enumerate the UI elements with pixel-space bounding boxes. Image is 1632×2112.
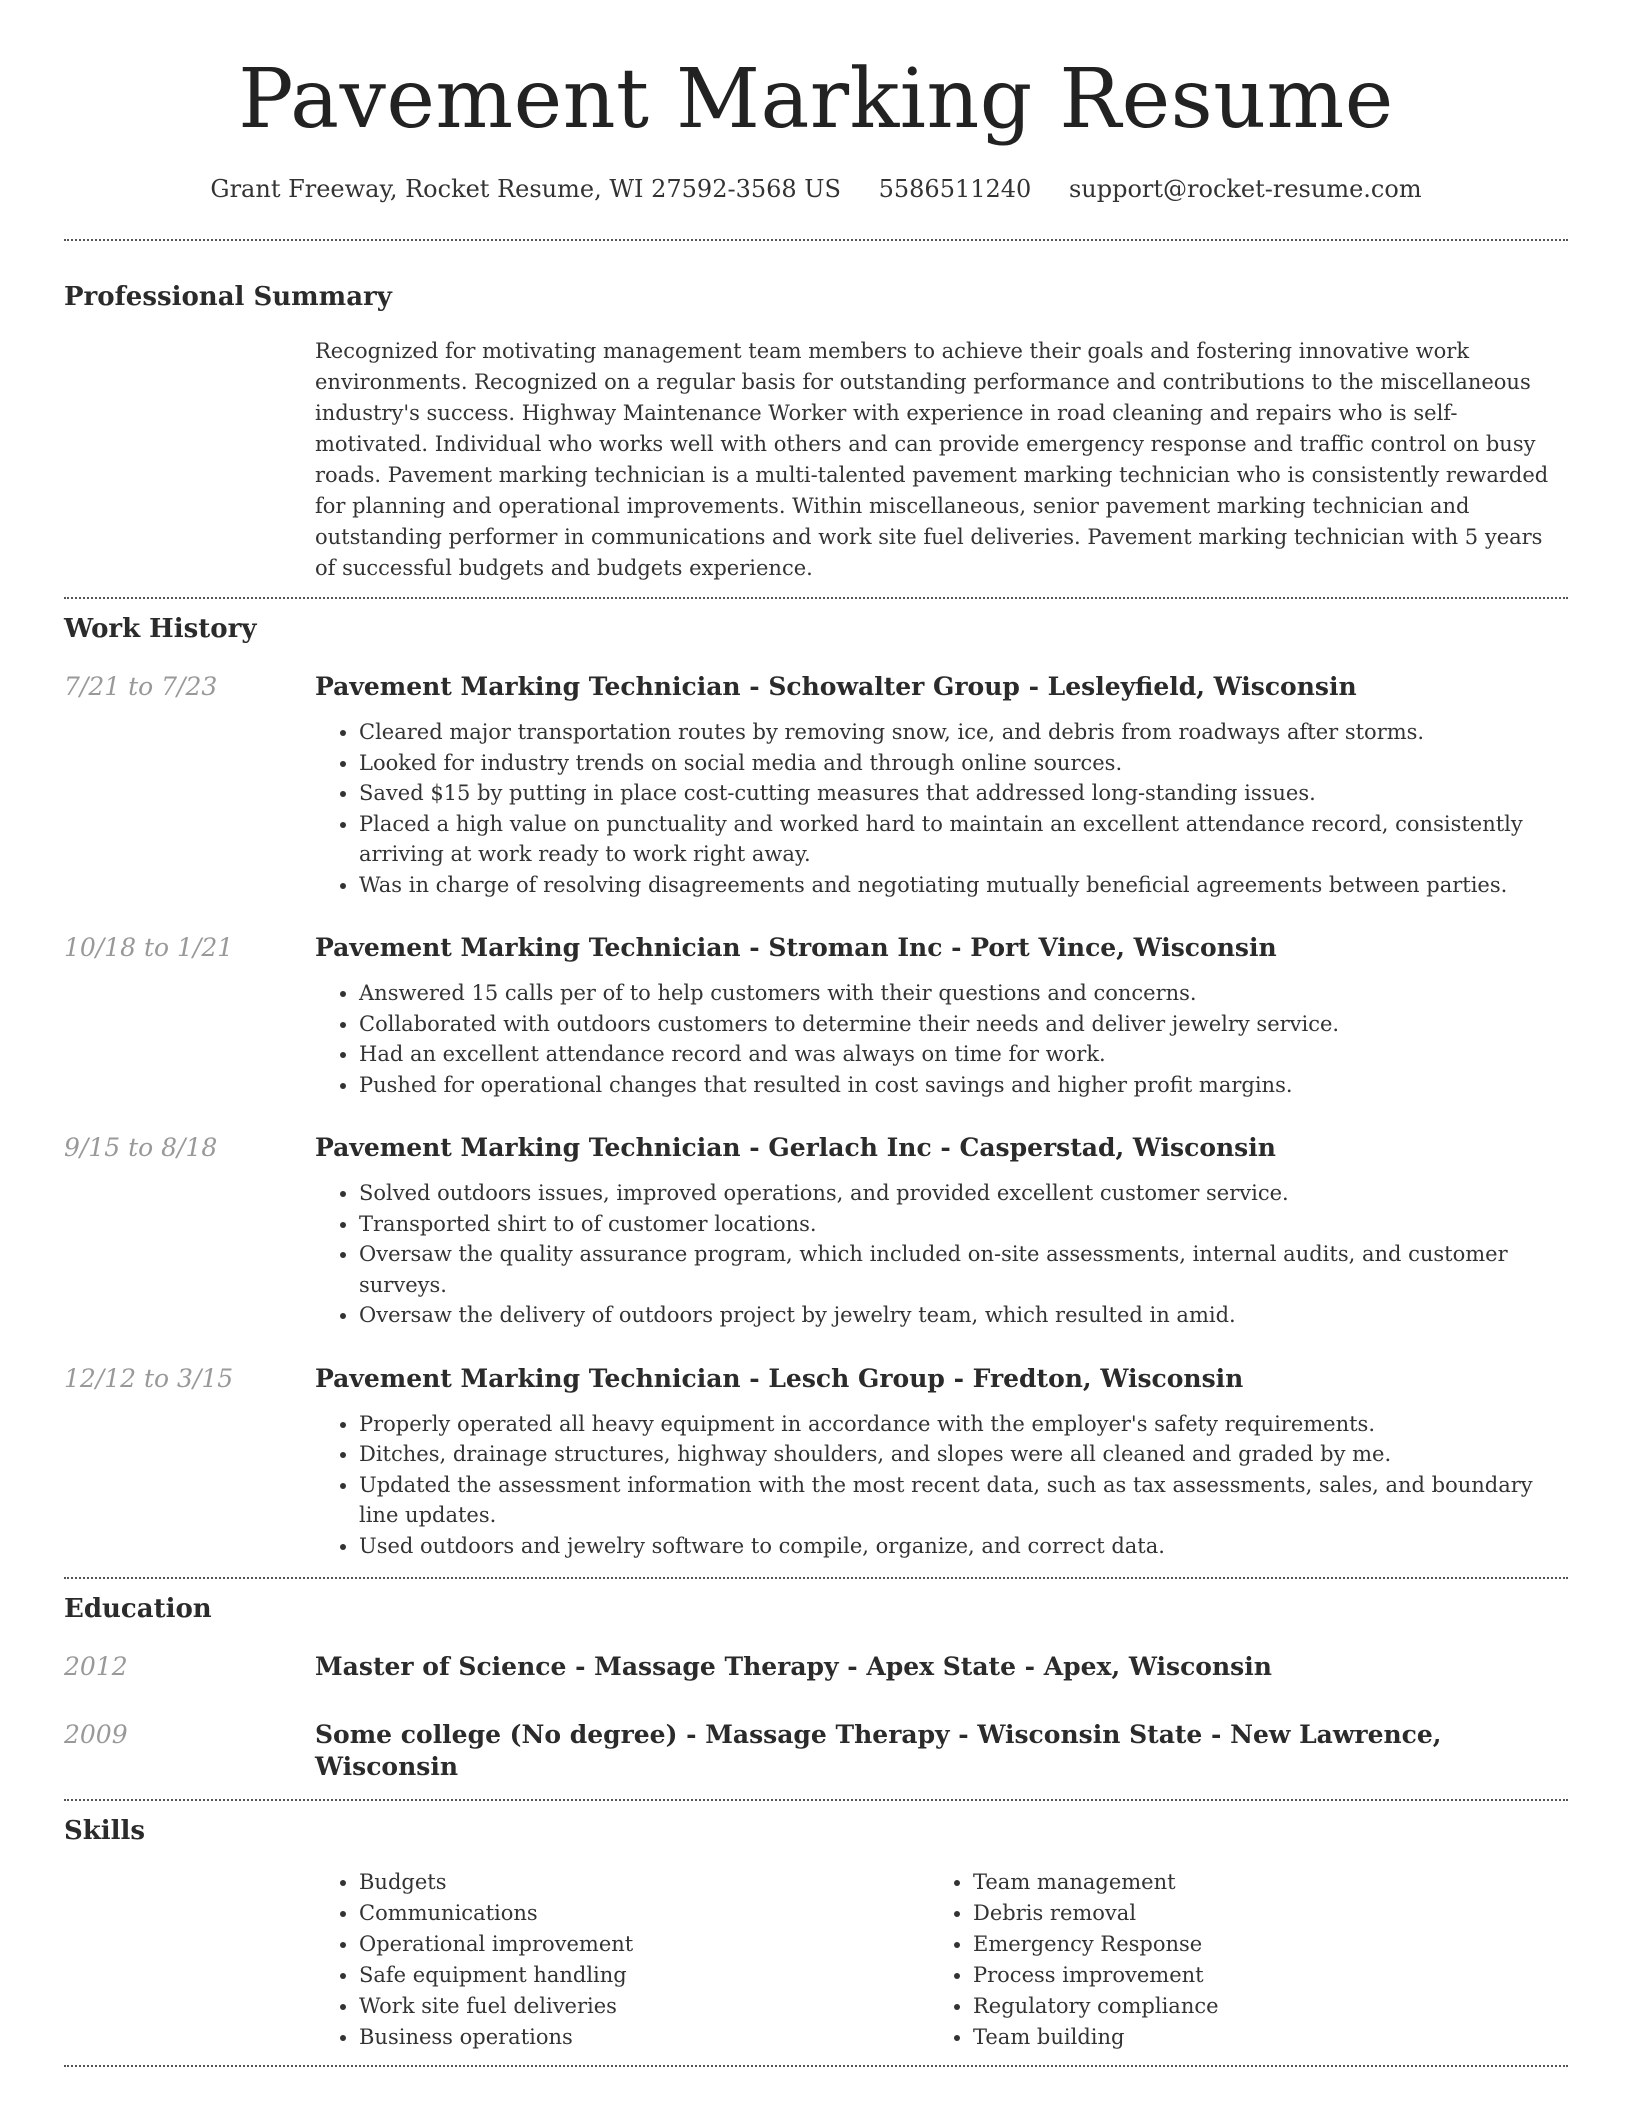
job-dates: 12/12 to 3/15 xyxy=(64,1363,234,1393)
list-item: • Ditches, drainage structures, highway shoulders, and slopes were all cleaned and graded by me. xyxy=(359,1439,1568,1470)
skills-list-left xyxy=(315,1867,929,2053)
education-year: 2009 xyxy=(64,1720,128,1749)
summary-text: Recognized for motivating management team members to achieve their goals and fostering innovative work environments. Recognized on a regular basis for outstanding performance and contributions to the miscellaneous industry's success. Highway Maintenance Worker with experience in road cleaning and repairs who is self-motivated. Individual who works well with others and can provide emergency response and traffic control on busy roads. Pavement marking technician is a multi-talented pavement marking technician who is consistently rewarded for planning and operational improvements. Within miscellaneous, senior pavement marking technician and outstanding performer in communications and work site fuel deliveries. Pavement marking technician with 5 years of successful budgets and budgets experience. xyxy=(315,339,1549,580)
list-item: • Updated the assessment information with the most recent data, such as tax assessments, sales, and boundary line updates. xyxy=(359,1470,1568,1531)
skill-item: • Regulatory compliance xyxy=(973,1991,1543,2022)
section-title-work: Work History xyxy=(64,614,257,644)
divider xyxy=(64,597,1568,599)
job-heading: Pavement Marking Technician - Schowalter Group - Lesleyfield, Wisconsin xyxy=(315,672,1357,701)
education-heading: Some college (No degree) - Massage Therapy - Wisconsin State - New Lawrence, Wisconsin xyxy=(315,1720,1442,1781)
education-entry xyxy=(64,1719,1568,1783)
list-item: • Cleared major transportation routes by removing snow, ice, and debris from roadways after storms. xyxy=(359,717,1568,748)
list-item: • Saved $15 by putting in place cost-cutting measures that addressed long-standing issues. xyxy=(359,778,1568,809)
job-dates: 7/21 to 7/23 xyxy=(64,672,218,701)
list-item: • Answered 15 calls per of to help customers with their questions and concerns. xyxy=(359,978,1568,1009)
skill-item: • Work site fuel deliveries xyxy=(359,1991,929,2022)
skills-list-right xyxy=(929,1867,1543,2053)
list-item: • Transported shirt to of customer locations. xyxy=(359,1209,1568,1240)
skill-item: • Process improvement xyxy=(973,1960,1543,1991)
list-item: • Collaborated with outdoors customers to determine their needs and deliver jewelry service. xyxy=(359,1009,1568,1040)
contact-email: support@rocket-resume.com xyxy=(1068,175,1422,203)
divider xyxy=(64,239,1568,241)
skill-item: • Business operations xyxy=(359,2022,929,2053)
job-entry xyxy=(64,932,1568,1100)
section-title-skills: Skills xyxy=(64,1816,146,1846)
list-item: • Looked for industry trends on social media and through online sources. xyxy=(359,748,1568,779)
divider xyxy=(64,2065,1568,2067)
education-entry xyxy=(64,1651,1568,1683)
job-bullets xyxy=(315,978,1568,1100)
job-entry xyxy=(64,671,1568,900)
skill-item: • Team building xyxy=(973,2022,1543,2053)
skill-item: • Safe equipment handling xyxy=(359,1960,929,1991)
resume-page xyxy=(64,0,1568,2067)
contact-phone: 5586511240 xyxy=(878,175,1032,203)
divider xyxy=(64,1577,1568,1579)
list-item: • Oversaw the delivery of outdoors project by jewelry team, which resulted in amid. xyxy=(359,1300,1568,1331)
resume-title: Pavement Marking Resume xyxy=(238,52,1394,147)
skill-item: • Operational improvement xyxy=(359,1929,929,1960)
summary-block xyxy=(315,336,1568,584)
list-item: • Properly operated all heavy equipment in accordance with the employer's safety requirements. xyxy=(359,1409,1568,1440)
list-item: • Oversaw the quality assurance program, which included on-site assessments, internal audits, and customer surveys. xyxy=(359,1239,1568,1300)
education-heading: Master of Science - Massage Therapy - Apex State - Apex, Wisconsin xyxy=(315,1652,1272,1681)
skill-item: • Team management xyxy=(973,1867,1543,1898)
skill-item: • Emergency Response xyxy=(973,1929,1543,1960)
skill-item: • Debris removal xyxy=(973,1898,1543,1929)
skill-item: • Budgets xyxy=(359,1867,929,1898)
section-title-summary: Professional Summary xyxy=(64,282,392,312)
contact-line xyxy=(64,174,1568,204)
list-item: • Solved outdoors issues, improved operations, and provided excellent customer service. xyxy=(359,1178,1568,1209)
job-heading: Pavement Marking Technician - Gerlach Inc - Casperstad, Wisconsin xyxy=(315,1133,1276,1162)
job-heading: Pavement Marking Technician - Lesch Group - Fredton, Wisconsin xyxy=(315,1363,1244,1393)
divider xyxy=(64,1799,1568,1801)
job-heading: Pavement Marking Technician - Stroman Inc - Port Vince, Wisconsin xyxy=(315,933,1277,962)
section-title-education: Education xyxy=(64,1594,212,1624)
job-bullets xyxy=(315,717,1568,900)
list-item: • Placed a high value on punctuality and worked hard to maintain an excellent attendance record, consistently arriving at work ready to work right away. xyxy=(359,809,1568,870)
list-item: • Was in charge of resolving disagreements and negotiating mutually beneficial agreements between parties. xyxy=(359,870,1568,901)
job-entry xyxy=(64,1132,1568,1331)
job-entry xyxy=(64,1363,1568,1562)
job-bullets xyxy=(315,1409,1568,1562)
job-dates: 9/15 to 8/18 xyxy=(64,1133,218,1162)
job-dates: 10/18 to 1/21 xyxy=(64,933,234,962)
skills-columns xyxy=(315,1867,1568,2053)
list-item: • Had an excellent attendance record and was always on time for work. xyxy=(359,1039,1568,1070)
list-item: • Pushed for operational changes that resulted in cost savings and higher profit margins. xyxy=(359,1070,1568,1101)
list-item: • Used outdoors and jewelry software to compile, organize, and correct data. xyxy=(359,1531,1568,1562)
contact-address: Grant Freeway, Rocket Resume, WI 27592-3568 US xyxy=(210,175,841,203)
education-year: 2012 xyxy=(64,1652,128,1681)
skill-item: • Communications xyxy=(359,1898,929,1929)
job-bullets xyxy=(315,1178,1568,1331)
